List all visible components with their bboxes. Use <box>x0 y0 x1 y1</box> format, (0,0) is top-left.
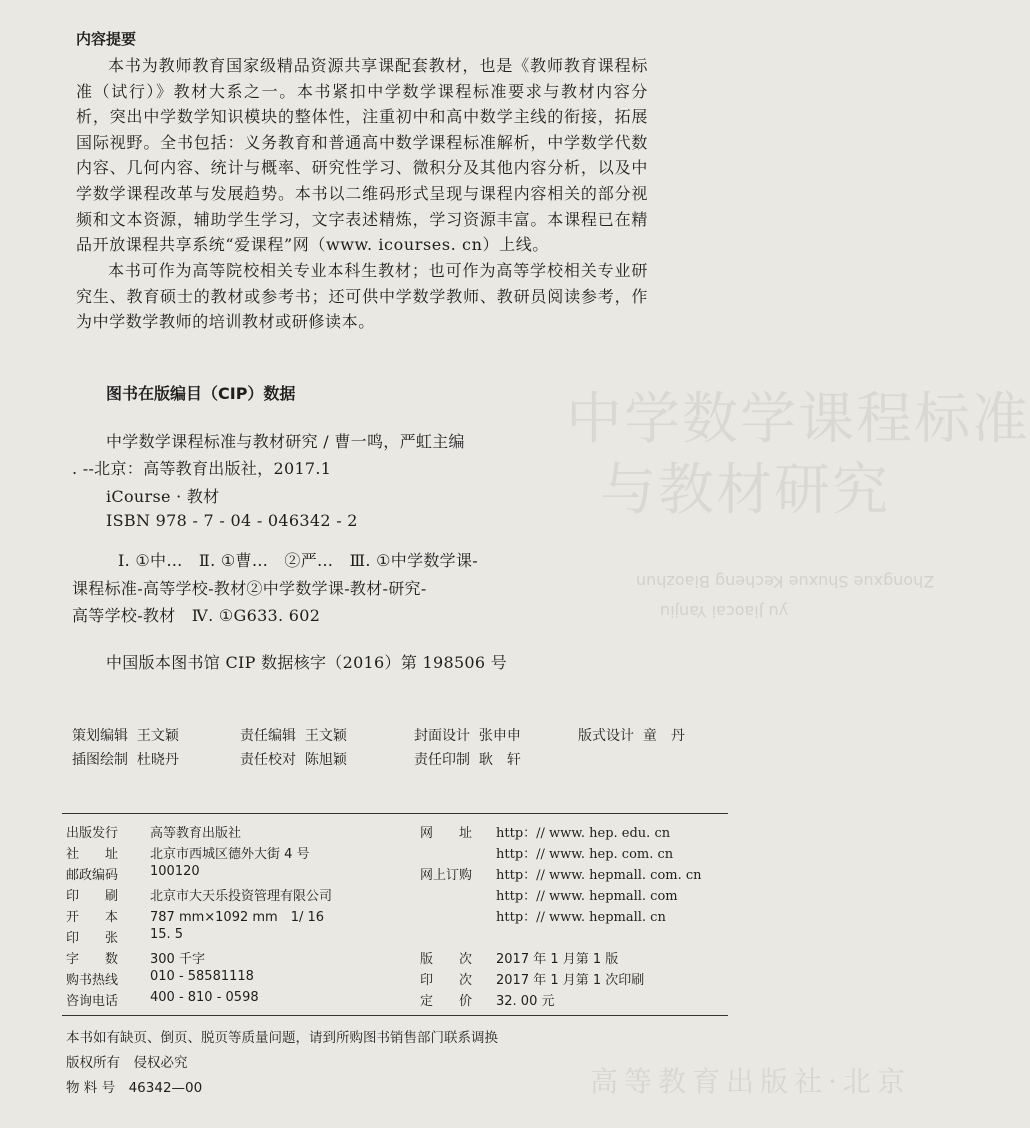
publication-row: 印 张 15. 5 <box>66 927 184 946</box>
staff-proofreading: 责任校对 陈旭颖 <box>240 752 347 768</box>
bleed-through-pinyin-line2: yu Jiaocai Yanjiu <box>660 602 789 621</box>
staff-planning-editor: 策划编辑 王文颖 <box>72 728 179 744</box>
bleed-through-publisher: 高等教育出版社·北京 <box>590 1065 911 1098</box>
publication-row: 出版发行 高等教育出版社 网 址 http：// www. hep. edu. cn <box>66 826 671 841</box>
divider-top <box>62 813 728 814</box>
divider-bottom <box>62 1015 728 1016</box>
publication-row: 邮政编码 100120 网上订购 http：// www. hepmall. com. cn <box>66 864 702 883</box>
summary-heading: 内容提要 <box>76 30 137 48</box>
material-number: 物 料 号 46342—00 <box>66 1080 203 1096</box>
publication-row: 字 数 300 千字 版 次 2017 年 1 月第 1 版 <box>66 952 619 967</box>
staff-illustration: 插图绘制 杜晓丹 <box>72 752 179 768</box>
staff-layout-design: 版式设计 童 丹 <box>578 728 685 744</box>
publication-row: 开 本 787 mm×1092 mm 1/ 16 http：// www. hepmall. cn <box>66 910 666 925</box>
publication-row: 社 址 北京市西城区德外大街 4 号 http：// www. hep. com. cn <box>66 847 674 862</box>
staff-printing: 责任印制 耿 轩 <box>414 752 521 768</box>
bleed-through-title-line2: 与教材研究 <box>600 458 890 523</box>
quality-notice: 本书如有缺页、倒页、脱页等质量问题，请到所购图书销售部门联系调换 <box>66 1030 498 1046</box>
cip-publisher-line: . --北京：高等教育出版社，2017.1 <box>72 459 332 478</box>
staff-responsible-editor: 责任编辑 王文颖 <box>240 728 347 744</box>
cip-classification-line-3: 高等学校-教材 Ⅳ. ①G633. 602 <box>72 606 321 625</box>
cip-title-line: 中学数学课程标准与教材研究 / 曹一鸣，严虹主编 <box>106 432 465 451</box>
publication-row: 印 刷 北京市大天乐投资管理有限公司 http：// www. hepmall. com <box>66 889 678 904</box>
cip-isbn-line: ISBN 978 - 7 - 04 - 046342 - 2 <box>106 511 358 530</box>
bleed-through-title-line1: 中学数学课程标准 <box>566 387 1030 452</box>
bleed-through-pinyin-line1: Zhongxue Shuxue Kecheng Biaozhun <box>636 572 935 591</box>
summary-paragraph-2: 本书可作为高等院校相关专业本科生教材；也可作为高等学校相关专业研究生、教育硕士的教材或参考书；还可供中学数学教师、教研员阅读参考，作为中学数学教师的培训教材或研修读本。 <box>76 261 648 332</box>
cip-classification-line-2: 课程标准-高等学校-教材②中学数学课-教材-研究- <box>72 579 427 598</box>
cip-classification-line-1: Ⅰ. ①中… Ⅱ. ①曹… ②严… Ⅲ. ①中学数学课- <box>118 551 478 570</box>
staff-cover-design: 封面设计 张申申 <box>414 728 521 744</box>
cip-verification-number: 中国版本图书馆 CIP 数据核字（2016）第 198506 号 <box>106 653 508 672</box>
summary-paragraph-1: 本书为教师教育国家级精品资源共享课配套教材，也是《教师教育课程标准（试行）》教材大系之一。本书紧扣中学数学课程标准要求与教材内容分析，突出中学数学知识模块的整体性，注重初中和高中数学主线的衔接，拓展国际视野。全书包括：义务教育和普通高中数学课程标准解析，中学数学代数内容、几何内容、统计与概率、研究性学习、微积分及其他内容分析，以及中学数学课程改革与发展趋势。本书以二维码形式呈现与课程内容相关的部分视频和文本资源，辅助学生学习，文字表述精炼，学习资源丰富。本课程已在精品开放课程共享系统“爱课程”网（www. icourses. cn）上线。 <box>76 56 648 255</box>
cip-heading: 图书在版编目（CIP）数据 <box>106 384 296 403</box>
cip-series-line: iCourse · 教材 <box>106 487 220 506</box>
copyright-notice: 版权所有 侵权必究 <box>66 1055 188 1071</box>
publication-row: 购书热线 010 - 58581118 印 次 2017 年 1 月第 1 次印刷 <box>66 969 645 988</box>
publication-row: 咨询电话 400 - 810 - 0598 定 价 32. 00 元 <box>66 990 555 1009</box>
